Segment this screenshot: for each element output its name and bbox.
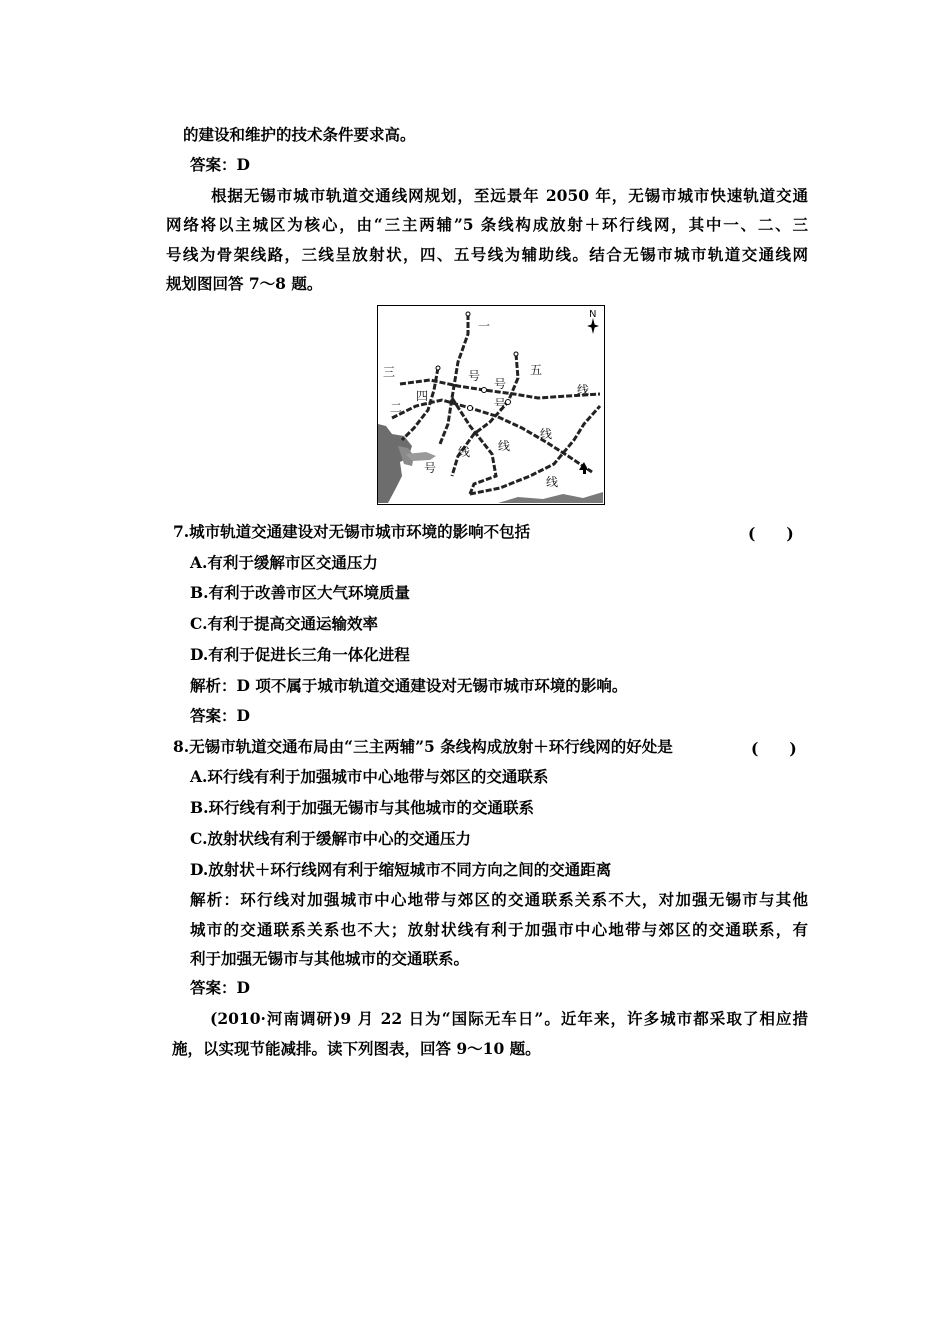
- q7-analysis: 解析：D 项不属于城市轨道交通建设对无锡市城市环境的影响。: [190, 676, 628, 695]
- passage-9-10-line2: 施，以实现节能减排。读下列图表，回答 9～10 题。: [172, 1039, 541, 1058]
- map-north-label: N: [589, 309, 597, 320]
- map-label-er: 二: [390, 401, 403, 415]
- rail-network-map: [377, 305, 605, 505]
- line-1-track: [440, 314, 468, 444]
- map-label-si: 四: [416, 389, 429, 403]
- q8-analysis-line1: 解析：环行线对加强城市中心地带与郊区的交通联系关系不大，对加强无锡市与其他: [190, 890, 808, 909]
- map-label-xian-1: 线: [577, 383, 590, 397]
- q7-option-a: A.有利于缓解市区交通压力: [190, 553, 378, 572]
- q8-option-a: A.环行线有利于加强城市中心地带与郊区的交通联系: [190, 767, 549, 786]
- map-label-xian-3: 线: [498, 439, 511, 453]
- q8-stem: 8.无锡市轨道交通布局由“三主两辅”5 条线构成放射＋环行线网的好处是: [173, 737, 673, 756]
- map-label-hao-3: 号: [494, 397, 507, 411]
- map-label-hao-4: 号: [424, 461, 437, 475]
- station-mark: [436, 366, 440, 370]
- river-shape: [498, 492, 603, 503]
- map-label-san: 三: [383, 365, 396, 379]
- passage-7-8-line1: 根据无锡市城市轨道交通线网规划，至远景年 2050 年，无锡市城市快速轨道交通: [211, 186, 808, 205]
- passage-7-8-line3: 号线为骨架线路，三线呈放射状，四、五号线为辅助线。结合无锡市城市轨道交通线网: [166, 245, 808, 264]
- map-label-xian-5: 线: [546, 475, 559, 489]
- station-mark: [506, 400, 511, 405]
- q7-option-b: B.有利于改善市区大气环境质量: [190, 583, 410, 602]
- map-label-xian-2: 线: [540, 427, 553, 441]
- rail-network-drawing: [378, 306, 603, 503]
- q8-option-b: B.环行线有利于加强无锡市与其他城市的交通联系: [190, 798, 534, 817]
- passage-7-8-line4: 规划图回答 7～8 题。: [166, 274, 323, 293]
- map-label-wu: 五: [530, 363, 543, 377]
- map-label-hao-1: 号: [468, 369, 481, 383]
- north-arrow-icon: [587, 318, 599, 334]
- q7-answer-paren: ( ): [748, 524, 794, 543]
- q8-answer-paren: ( ): [751, 739, 797, 758]
- q8-analysis-line2: 城市的交通联系关系也不大；放射状线有利于加强市中心地带与郊区的交通联系，有: [190, 920, 808, 939]
- station-mark: [468, 406, 473, 411]
- q7-option-d: D.有利于促进长三角一体化进程: [190, 645, 410, 664]
- line-4-track: [402, 368, 438, 440]
- q7-option-c: C.有利于提高交通运输效率: [190, 614, 378, 633]
- passage-7-8-line2: 网络将以主城区为核心，由“三主两辅”5 条线构成放射＋环行线网，其中一、二、三: [166, 215, 808, 234]
- answer-6: 答案：D: [190, 155, 250, 174]
- q7-stem: 7.城市轨道交通建设对无锡市城市环境的影响不包括: [173, 522, 531, 541]
- station-mark: [514, 352, 518, 356]
- passage-9-10-line1: (2010·河南调研)9 月 22 日为“国际无车日”。近年来，许多城市都采取了相应措: [210, 1009, 808, 1028]
- q7-answer: 答案：D: [190, 706, 250, 725]
- station-marks: [436, 312, 518, 411]
- map-label-xian-4: 线: [458, 445, 471, 459]
- airport-icon: [579, 462, 588, 474]
- station-mark: [482, 388, 487, 393]
- map-label-yi: 一: [478, 319, 491, 333]
- map-label-hao-2: 号: [494, 377, 507, 391]
- q8-analysis-line3: 利于加强无锡市与其他城市的交通联系。: [190, 949, 470, 968]
- q8-option-d: D.放射状＋环行线网有利于缩短城市不同方向之间的交通距离: [190, 860, 612, 879]
- q8-answer: 答案：D: [190, 978, 250, 997]
- station-mark: [466, 312, 470, 316]
- q8-option-c: C.放射状线有利于缓解市中心的交通压力: [190, 829, 471, 848]
- intro-tail-text: 的建设和维护的技术条件要求高。: [183, 125, 416, 144]
